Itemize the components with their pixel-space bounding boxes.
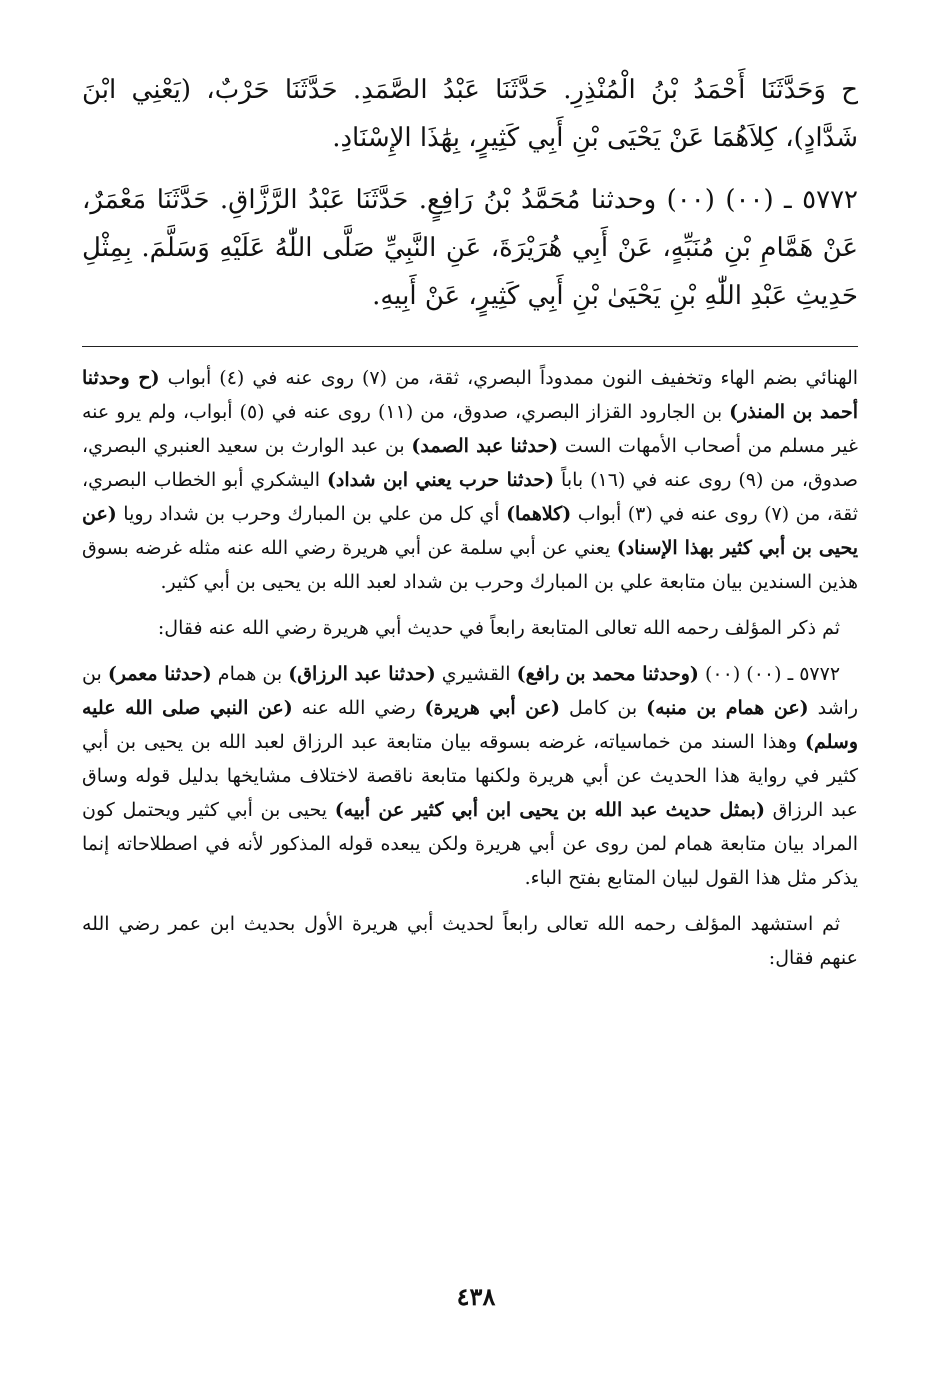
- commentary-quote: (ح وحدثنا أحمد بن المنذر): [82, 367, 858, 423]
- hadith-paragraph-1: ح وَحَدَّثَنَا أَحْمَدُ بْنُ الْمُنْذِرِ. حَدَّثَنَا عَبْدُ الصَّمَدِ. حَدَّثَنَا حَرْبٌ، (يَعْنِي ابْنَ شَدَّادٍ)، كِلاَهُمَا عَنْ يَحْيَى بْنِ أَبِي كَثِيرٍ، بِهَٰذَا الإِسْنَادِ.: [82, 75, 858, 153]
- commentary-text: يعني عن أبي سلمة عن أبي هريرة رضي الله عنه مثله غرضه بسوق هذين السندين بيان متابعة علي بن المبارك وحرب بن شداد لعبد الله بن يحيى بن أبي كثير.: [82, 537, 858, 593]
- commentary-text: يحيى بن أبي كثير ويحتمل كون المراد بيان متابعة همام لمن روى عن أبي هريرة ولكن يبعده قوله المذكور لأنه في اصطلاحاته إنما يذكر مثل هذا القول لبيان المتابع بفتح الباء.: [82, 799, 858, 889]
- footnote-separator: [82, 346, 858, 347]
- page-number: ٤٣٨: [456, 1282, 496, 1311]
- commentary-quote: (حدثنا عبد الصمد): [411, 435, 559, 457]
- commentary-text: بن عبد الوارث بن سعيد العنبري البصري، صدوق، من (٩) روى عنه في (١٦) باباً: [82, 435, 858, 491]
- commentary-text: وهذا السند من خماسياته، غرضه بسوقه بيان متابعة عبد الرزاق لعبد الله بن يحيى بن أبي كثير في رواية هذا الحديث عن أبي هريرة ولكنها متابعة ناقصة لاختلاف مشايخها بدليل قوله وساق عبد الرزاق: [82, 731, 858, 821]
- commentary-quote: (بمثل حديث عبد الله بن يحيى ابن أبي كثير عن أبيه): [334, 799, 765, 821]
- commentary-text: بن الجارود القزاز البصري، صدوق، من (١١) روى عنه في (٥) أبواب، ولم يرو عنه غير مسلم من أصحاب الأمهات الست: [82, 401, 858, 457]
- commentary-paragraph-1: [82, 361, 858, 599]
- hadith-text: [82, 66, 858, 320]
- commentary-text: الهنائي بضم الهاء وتخفيف النون ممدوداً البصري، ثقة، من (٧) روى عنه في (٤) أبواب: [159, 367, 859, 389]
- commentary-paragraph-4: ثم استشهد المؤلف رحمه الله تعالى رابعاً لحديث أبي هريرة الأول بحديث ابن عمر رضي الله عنهم فقال:: [82, 913, 858, 969]
- commentary-quote: (عن همام بن منبه): [646, 697, 809, 719]
- commentary-text: القشيري: [435, 663, 517, 685]
- commentary-quote: (عن النبي صلى الله عليه وسلم): [82, 697, 858, 753]
- commentary-quote: (كلاهما): [506, 503, 572, 525]
- commentary-text: بن راشد: [82, 663, 858, 719]
- commentary-quote: (حدثنا عبد الرزاق): [288, 663, 436, 685]
- commentary-text: أي كل من علي بن المبارك وحرب بن شداد رويا: [116, 503, 507, 525]
- commentary-text: ٥٧٧٢ ـ (٠٠) (٠٠): [698, 663, 841, 685]
- commentary-quote: (وحدثنا محمد بن رافع): [516, 663, 699, 685]
- commentary-paragraph-3: [82, 657, 858, 895]
- commentary-quote: (عن أبي هريرة): [424, 697, 561, 719]
- commentary-text: بن همام: [211, 663, 289, 685]
- commentary-paragraph-2: ثم ذكر المؤلف رحمه الله تعالى المتابعة رابعاً في حديث أبي هريرة رضي الله عنه فقال:: [157, 617, 840, 639]
- commentary-text: اليشكري أبو الخطاب البصري، ثقة، من (٧) روى عنه في (٣) أبواب: [82, 469, 858, 525]
- commentary-text: بن كامل: [560, 697, 647, 719]
- commentary-quote: (حدثنا معمر): [107, 663, 212, 685]
- commentary-text: رضي الله عنه: [292, 697, 425, 719]
- commentary-quote: (عن يحيى بن أبي كثير بهذا الإسناد): [82, 503, 858, 559]
- commentary-quote: (حدثنا حرب يعني ابن شداد): [326, 469, 555, 491]
- page-content: [82, 66, 858, 975]
- commentary: [82, 361, 858, 975]
- hadith-paragraph-2: ٥٧٧٢ ـ (٠٠) (٠٠) وحدثنا مُحَمَّدُ بْنُ رَافِعٍ. حَدَّثَنَا عَبْدُ الرَّزَّاقِ. حَدَّثَنَا مَعْمَرٌ، عَنْ هَمَّامِ بْنِ مُنَبِّهٍ، عَنْ أَبِي هُرَيْرَةَ، عَنِ النَّبِيِّ صَلَّى اللّٰهُ عَلَيْهِ وَسَلَّمَ. بِمِثْلِ حَدِيثِ عَبْدِ اللّٰهِ بْنِ يَحْيَىٰ بْنِ أَبِي كَثِيرٍ، عَنْ أَبِيهِ.: [82, 185, 858, 311]
